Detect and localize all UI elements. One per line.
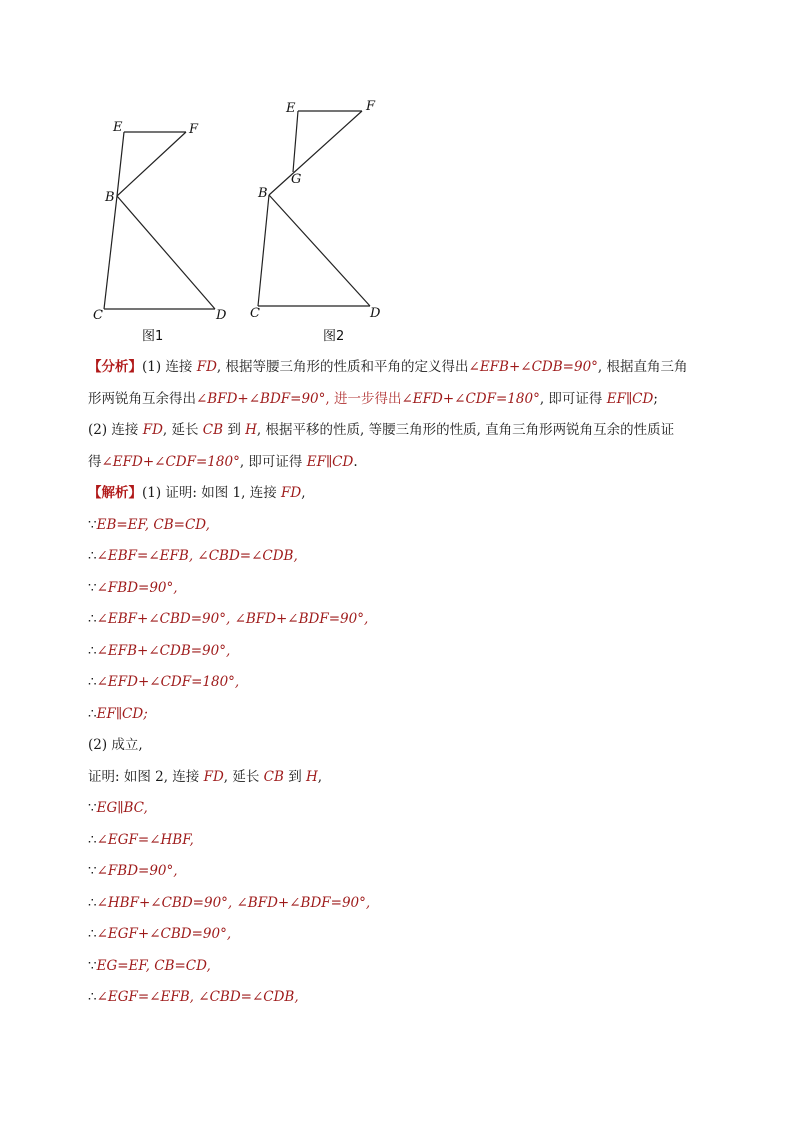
analysis-text: 形两锐角互余得出 — [88, 390, 196, 407]
solution-text — [88, 352, 728, 1014]
math-fd: FD — [203, 768, 224, 785]
math-h: H — [306, 768, 318, 785]
proof-expression: ∠FBD=90°, — [96, 863, 178, 879]
proof-step — [88, 636, 728, 668]
proof-step — [88, 856, 728, 888]
math-expression: EF∥CD — [306, 453, 354, 470]
fig1-label-e: E — [113, 120, 123, 135]
proof-step — [88, 793, 728, 825]
proof-expression: ∠EGF=∠HBF, — [96, 831, 194, 848]
solution-line-intro — [88, 478, 728, 510]
fig2-segment-bc — [258, 195, 269, 306]
analysis-tag: 【分析】 — [88, 359, 142, 375]
analysis-text: , 根据等腰三角形的性质和平角的定义得出 — [216, 359, 469, 375]
analysis-line-1 — [88, 352, 728, 384]
figure-1 — [104, 132, 215, 309]
proof-symbol: ∵ — [88, 516, 97, 533]
analysis-text: , 进一步得出 — [325, 390, 402, 407]
fig2-label-e: E — [286, 101, 296, 116]
solution-text: 证明: 如图 2, 连接 — [88, 768, 204, 785]
proof-expression: ∠EGF+∠CBD=90°, — [96, 926, 232, 942]
math-expression: ∠EFB+∠CDB=90° — [468, 359, 598, 375]
proof-symbol: ∴ — [88, 894, 97, 911]
solution-text: (1) 证明: 如图 1, 连接 — [142, 485, 282, 501]
solution-text: , 延长 — [223, 768, 264, 785]
proof-step — [88, 667, 728, 699]
fig1-label-d: D — [216, 308, 227, 323]
figures-svg — [0, 0, 794, 350]
proof-symbol: ∴ — [88, 989, 97, 1005]
analysis-text: (1) 连接 — [142, 359, 197, 375]
fig1-segment-bc — [104, 196, 117, 309]
proof-symbol: ∴ — [88, 611, 97, 627]
proof-expression: ∠EGF=∠EFB, ∠CBD=∠CDB, — [96, 989, 299, 1005]
math-expression: ∠EFD+∠CDF=180° — [401, 390, 540, 407]
solution-text: (2) 成立, — [88, 737, 143, 753]
fig2-segment-eg — [293, 111, 298, 172]
math-h: H — [245, 422, 257, 438]
math-cb: CB — [263, 768, 284, 785]
proof-step — [88, 888, 728, 920]
solution-tag: 【解析】 — [88, 485, 142, 501]
fig2-caption: 图2 — [323, 329, 345, 344]
proof-expression: EG∥BC, — [96, 800, 148, 816]
fig2-segment-fb — [269, 111, 362, 195]
proof-symbol: ∴ — [88, 705, 97, 722]
proof-step — [88, 982, 728, 1014]
analysis-text: , 即可证得 — [539, 390, 607, 407]
proof-symbol: ∵ — [88, 957, 97, 974]
math-cb: CB — [202, 422, 224, 438]
fig2-label-f: F — [366, 99, 376, 114]
proof-expression: ∠FBD=90°, — [96, 579, 178, 596]
fig1-label-f: F — [189, 122, 199, 137]
geometry-figures — [0, 0, 794, 350]
fig1-label-c: C — [93, 308, 103, 323]
fig1-caption: 图1 — [142, 329, 164, 344]
fig1-segment-fb — [117, 132, 186, 196]
proof-step — [88, 699, 728, 731]
proof-symbol: ∵ — [88, 579, 97, 596]
analysis-text: 得 — [88, 453, 102, 470]
solution-text: , — [301, 485, 306, 501]
proof-expression: ∠EBF+∠CBD=90°, ∠BFD+∠BDF=90°, — [96, 611, 369, 627]
solution-text: , — [317, 768, 323, 785]
analysis-line-3 — [88, 415, 728, 447]
solution-line-proof2 — [88, 762, 728, 794]
analysis-text: . — [353, 453, 358, 470]
proof-expression: ∠HBF+∠CBD=90°, ∠BFD+∠BDF=90°, — [96, 894, 371, 911]
fig1-segment-bd — [117, 196, 215, 309]
proof-expression: ∠EBF=∠EFB, ∠CBD=∠CDB, — [96, 548, 298, 564]
proof-step — [88, 919, 728, 951]
proof-expression: EF∥CD; — [96, 705, 148, 722]
proof-expression: EB=EF, CB=CD, — [96, 516, 210, 533]
proof-expression: EG=EF, CB=CD, — [96, 957, 211, 974]
proof-step — [88, 604, 728, 636]
proof-step — [88, 951, 728, 983]
proof-symbol: ∴ — [88, 926, 97, 942]
proof-symbol: ∵ — [88, 863, 97, 879]
fig2-label-d: D — [370, 306, 381, 321]
fig1-label-b: B — [105, 190, 115, 205]
fig2-label-b: B — [258, 186, 268, 201]
solution-line-part2 — [88, 730, 728, 762]
analysis-text: , 延长 — [162, 422, 203, 438]
analysis-line-2 — [88, 384, 728, 416]
proof-symbol: ∵ — [88, 800, 97, 816]
proof-expression: ∠EFD+∠CDF=180°, — [96, 674, 240, 690]
math-expression: EF∥CD — [606, 390, 654, 407]
proof-step — [88, 510, 728, 542]
analysis-text: (2) 连接 — [88, 422, 143, 438]
proof-step — [88, 825, 728, 857]
figure-2 — [258, 111, 370, 306]
fig2-segment-bd — [269, 195, 370, 306]
math-expression: ∠BFD+∠BDF=90° — [196, 390, 326, 407]
proof-symbol: ∴ — [88, 831, 97, 848]
fig1-segment-eb — [117, 132, 124, 196]
proof-symbol: ∴ — [88, 642, 97, 659]
analysis-line-4 — [88, 447, 728, 479]
math-fd: FD — [196, 359, 217, 375]
fig2-label-c: C — [250, 306, 260, 321]
analysis-text: , 根据直角三角 — [597, 359, 688, 375]
proof-symbol: ∴ — [88, 548, 97, 564]
math-fd: FD — [142, 422, 163, 438]
proof-expression: ∠EFB+∠CDB=90°, — [96, 642, 231, 659]
analysis-text: ; — [653, 390, 658, 407]
analysis-text: 到 — [223, 422, 246, 438]
proof-symbol: ∴ — [88, 674, 97, 690]
analysis-text: , 根据平移的性质, 等腰三角形的性质, 直角三角形两锐角互余的性质证 — [256, 422, 675, 438]
fig2-label-g: G — [291, 172, 302, 187]
math-expression: ∠EFD+∠CDF=180° — [101, 453, 240, 470]
math-fd: FD — [281, 485, 302, 501]
proof-step — [88, 573, 728, 605]
proof-step — [88, 541, 728, 573]
solution-text: 到 — [283, 768, 307, 785]
analysis-text: , 即可证得 — [239, 453, 307, 470]
